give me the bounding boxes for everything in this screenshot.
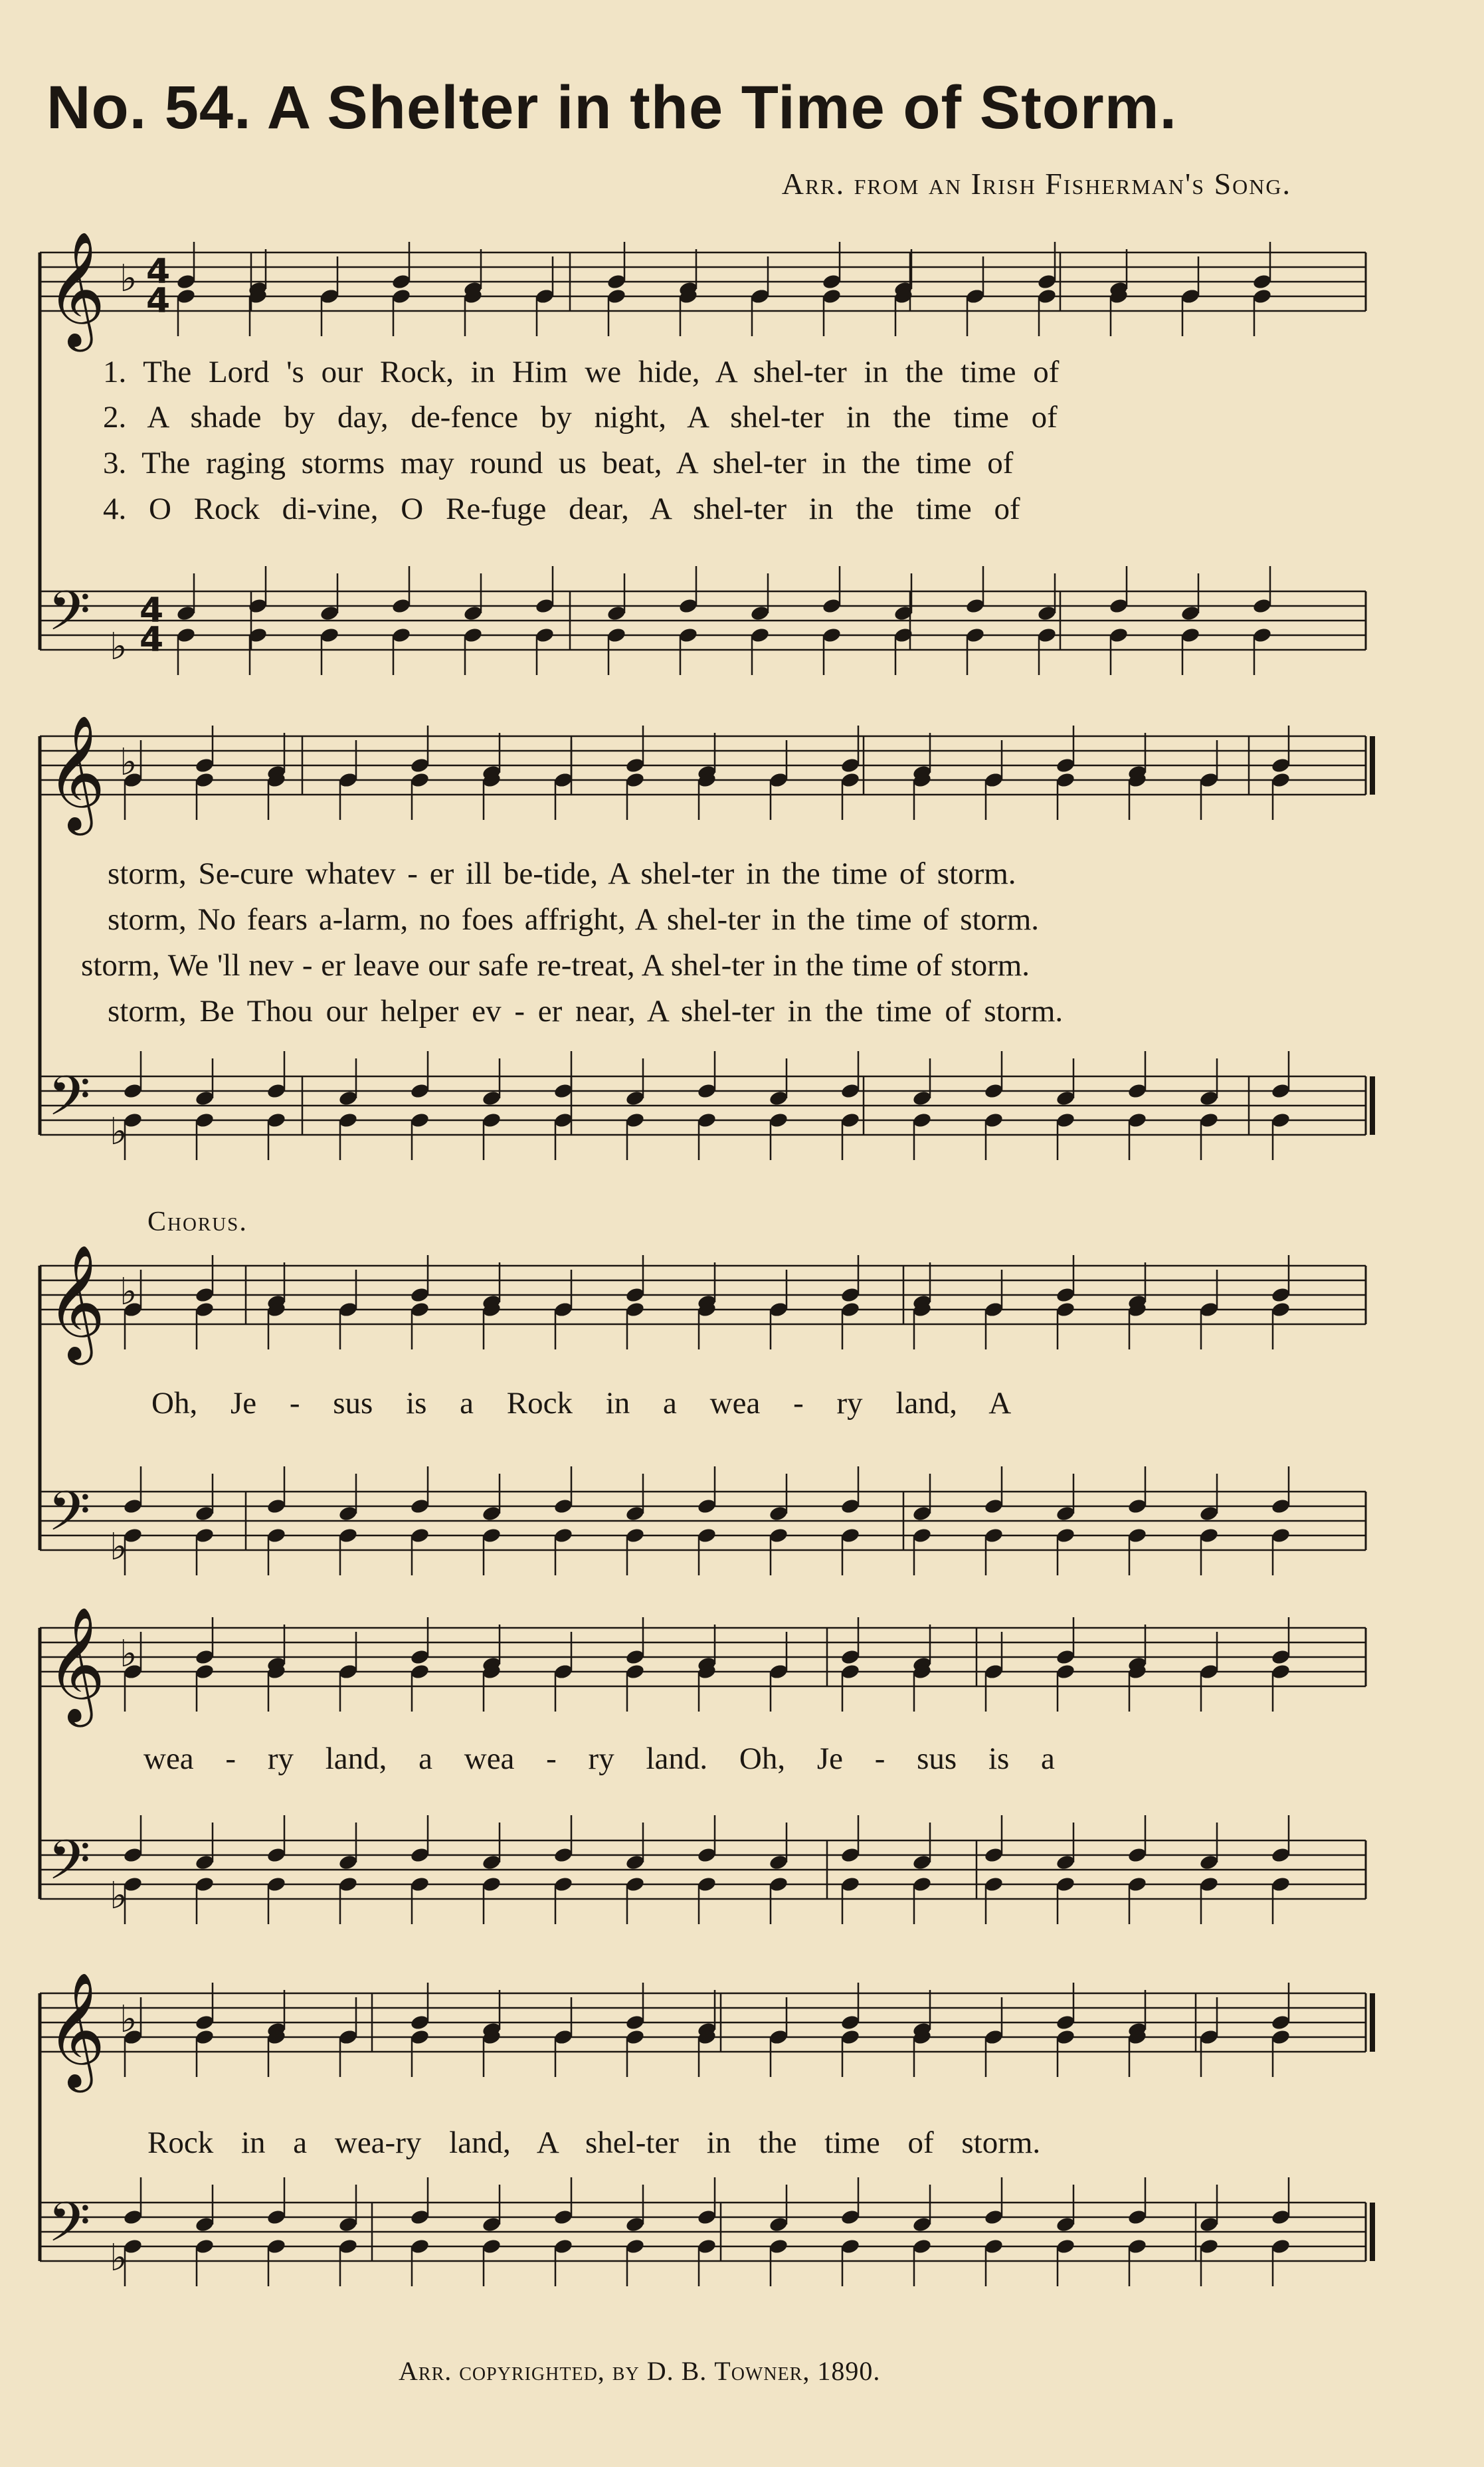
key-signature-flat: ♭ — [110, 1110, 128, 1153]
notehead — [984, 1663, 1004, 1680]
notehead — [482, 1854, 502, 1871]
hymn-title: No. 54. A Shelter in the Time of Storm. — [46, 74, 1178, 142]
notehead — [338, 771, 359, 789]
notehead — [410, 1498, 430, 1515]
notehead — [840, 1846, 861, 1864]
notehead — [553, 1876, 574, 1893]
notehead — [553, 771, 574, 789]
notehead — [984, 1846, 1004, 1864]
notehead — [338, 2216, 359, 2233]
notehead — [410, 757, 430, 774]
notehead — [678, 627, 699, 644]
notehead — [840, 1082, 861, 1100]
verse-4-line-2: storm, Be Thou our helper ev - er near, A shel-ter in the time of storm. — [108, 994, 1064, 1029]
notehead — [625, 1854, 646, 1871]
notehead — [338, 2028, 359, 2046]
notehead — [482, 1505, 502, 1522]
notehead — [410, 2028, 430, 2046]
notehead — [391, 627, 412, 644]
notehead — [1180, 605, 1201, 622]
notehead — [912, 1505, 933, 1522]
notehead — [769, 1876, 789, 1893]
notehead — [1252, 597, 1273, 615]
notehead — [410, 1648, 430, 1666]
chorus-line-2: wea - ry land, a wea - ry land. Oh, Je - sus is a — [143, 1741, 1055, 1776]
notehead — [606, 605, 627, 622]
notehead — [1056, 1112, 1076, 1129]
notehead — [1037, 605, 1058, 622]
notehead — [697, 1527, 717, 1544]
notehead — [1056, 1505, 1076, 1522]
notehead — [1199, 1876, 1220, 1893]
verse-1-line-2: storm, Se-cure whatev - er ill be-tide, A shel-ter in the time of storm. — [108, 856, 1016, 891]
notehead — [625, 1090, 646, 1107]
copyright-name: Towner, — [714, 2356, 810, 2386]
notehead — [1109, 597, 1129, 615]
notehead — [984, 1498, 1004, 1515]
notehead — [1056, 1663, 1076, 1680]
notehead — [822, 597, 842, 615]
notehead — [769, 2238, 789, 2255]
notehead — [984, 1876, 1004, 1893]
notehead — [1271, 2238, 1291, 2255]
notehead — [482, 2238, 502, 2255]
verse-4-line-1: 4. O Rock di-vine, O Re-fuge dear, A shel-ter in the time of — [103, 492, 1020, 526]
notehead — [1127, 1527, 1148, 1544]
notehead — [410, 2209, 430, 2226]
notehead — [984, 2028, 1004, 2046]
notehead — [338, 1854, 359, 1871]
notehead — [769, 1663, 789, 1680]
verse-1-line-1: 1. The Lord 's our Rock, in Him we hide, A shel-ter in the time of — [103, 355, 1060, 389]
notehead — [840, 1876, 861, 1893]
notehead — [912, 1876, 933, 1893]
notehead — [338, 1663, 359, 1680]
notehead — [1252, 288, 1273, 305]
notehead — [1199, 2216, 1220, 2233]
notehead — [840, 1663, 861, 1680]
notehead — [1127, 1082, 1148, 1100]
copyright-prefix: Arr. copyrighted, by D. B. — [399, 2356, 707, 2386]
notehead — [769, 1505, 789, 1522]
notehead — [1271, 1498, 1291, 1515]
notehead — [1056, 1301, 1076, 1318]
notehead — [553, 1663, 574, 1680]
notehead — [697, 1498, 717, 1515]
notehead — [195, 757, 215, 774]
notehead — [1037, 627, 1058, 644]
time-signature-digit: 4 — [146, 281, 171, 321]
treble-clef: 𝄞 — [46, 1972, 106, 2088]
notehead — [750, 605, 771, 622]
notehead — [266, 1498, 287, 1515]
notehead — [1127, 1112, 1148, 1129]
treble-clef: 𝄞 — [46, 1607, 106, 1722]
notehead — [123, 1082, 143, 1100]
notehead — [1271, 1663, 1291, 1680]
notehead — [1056, 771, 1076, 789]
notehead — [391, 597, 412, 615]
key-signature-flat: ♭ — [120, 1632, 138, 1676]
notehead — [1199, 1505, 1220, 1522]
notehead — [697, 2209, 717, 2226]
key-signature-flat: ♭ — [120, 741, 138, 784]
notehead — [1056, 757, 1076, 774]
notehead — [1037, 288, 1058, 305]
notehead — [822, 627, 842, 644]
bass-clef: 𝄢 — [48, 2190, 91, 2268]
notehead — [410, 1112, 430, 1129]
notehead — [840, 1527, 861, 1544]
notehead — [195, 2216, 215, 2233]
notehead — [625, 2238, 646, 2255]
notehead — [984, 1301, 1004, 1318]
notehead — [1271, 1286, 1291, 1304]
verse-2-line-2: storm, No fears a-larm, no foes affright, A shel-ter in the time of storm. — [108, 902, 1039, 937]
notehead — [840, 2014, 861, 2031]
chorus-line-3: Rock in a wea-ry land, A shel-ter in the time of storm. — [147, 2125, 1041, 2160]
notehead — [1252, 627, 1273, 644]
notehead — [984, 2238, 1004, 2255]
bass-clef: 𝄢 — [48, 579, 91, 656]
notehead — [123, 1498, 143, 1515]
notehead — [1199, 1854, 1220, 1871]
notehead — [176, 627, 197, 644]
notehead — [822, 288, 842, 305]
notehead — [123, 1846, 143, 1864]
notehead — [1056, 2238, 1076, 2255]
notehead — [606, 288, 627, 305]
notehead — [625, 1527, 646, 1544]
bass-clef: 𝄢 — [48, 1479, 91, 1557]
time-signature-digit: 4 — [139, 620, 164, 660]
notehead — [840, 2209, 861, 2226]
notehead — [1199, 1301, 1220, 1318]
notehead — [1180, 627, 1201, 644]
notehead — [606, 273, 627, 290]
bass-clef: 𝄢 — [48, 1828, 91, 1906]
notehead — [195, 1527, 215, 1544]
notehead — [266, 1876, 287, 1893]
notehead — [840, 1498, 861, 1515]
notehead — [1199, 1527, 1220, 1544]
verse-3-line-1: 3. The raging storms may round us beat, A shel-ter in the time of — [103, 446, 1014, 480]
notehead — [553, 1498, 574, 1515]
notehead — [266, 1082, 287, 1100]
notehead — [965, 627, 986, 644]
notehead — [410, 1082, 430, 1100]
notehead — [840, 1112, 861, 1129]
copyright-year: 1890. — [817, 2356, 881, 2386]
notehead — [912, 1112, 933, 1129]
notehead — [984, 1082, 1004, 1100]
key-signature-flat: ♭ — [110, 2236, 128, 2280]
notehead — [1271, 1301, 1291, 1318]
notehead — [195, 1505, 215, 1522]
verse-2-line-1: 2. A shade by day, de-fence by night, A shel-ter in the time of — [103, 400, 1058, 435]
notehead — [320, 605, 340, 622]
notehead — [195, 2014, 215, 2031]
key-signature-flat: ♭ — [120, 1270, 138, 1314]
notehead — [320, 288, 340, 305]
notehead — [266, 1846, 287, 1864]
notehead — [410, 1876, 430, 1893]
notehead — [625, 2216, 646, 2233]
key-signature-flat: ♭ — [110, 1526, 128, 1569]
notehead — [553, 1527, 574, 1544]
notehead — [625, 1112, 646, 1129]
notehead — [195, 1854, 215, 1871]
notehead — [1199, 2238, 1220, 2255]
notehead — [625, 1286, 646, 1304]
notehead — [266, 1112, 287, 1129]
notehead — [195, 1648, 215, 1666]
notehead — [535, 627, 555, 644]
notehead — [410, 1527, 430, 1544]
notehead — [984, 2209, 1004, 2226]
key-signature-flat: ♭ — [120, 257, 138, 300]
notehead — [266, 2209, 287, 2226]
treble-clef: 𝄞 — [46, 715, 106, 831]
notehead — [840, 2028, 861, 2046]
notehead — [769, 2028, 789, 2046]
verse-3-line-2: storm, We 'll nev - er leave our safe re-treat, A shel-ter in the time of storm. — [81, 948, 1030, 983]
notehead — [176, 288, 197, 305]
notehead — [965, 288, 986, 305]
notehead — [553, 2238, 574, 2255]
notehead — [625, 1505, 646, 1522]
notehead — [769, 1527, 789, 1544]
notehead — [266, 1527, 287, 1544]
notehead — [625, 757, 646, 774]
notehead — [391, 288, 412, 305]
notehead — [410, 1846, 430, 1864]
notehead — [338, 1090, 359, 1107]
notehead — [176, 605, 197, 622]
notehead — [912, 1527, 933, 1544]
notehead — [1056, 2014, 1076, 2031]
notehead — [410, 771, 430, 789]
notehead — [1127, 1876, 1148, 1893]
notehead — [750, 627, 771, 644]
notehead — [338, 1112, 359, 1129]
notehead — [984, 1112, 1004, 1129]
notehead — [769, 1301, 789, 1318]
notehead — [984, 1527, 1004, 1544]
notehead — [195, 1663, 215, 1680]
treble-clef: 𝄞 — [46, 231, 106, 347]
time-signature-digit: 4 — [139, 591, 164, 631]
notehead — [912, 1854, 933, 1871]
notehead — [195, 1876, 215, 1893]
notehead — [840, 757, 861, 774]
notehead — [338, 2238, 359, 2255]
notehead — [1271, 1527, 1291, 1544]
notehead — [625, 1301, 646, 1318]
notehead — [912, 2216, 933, 2233]
notehead — [606, 627, 627, 644]
notehead — [195, 1301, 215, 1318]
notehead — [678, 597, 699, 615]
key-signature-flat: ♭ — [120, 1998, 138, 2041]
notehead — [697, 1846, 717, 1864]
notehead — [1056, 1648, 1076, 1666]
notehead — [1271, 1846, 1291, 1864]
notehead — [535, 597, 555, 615]
notehead — [1271, 1876, 1291, 1893]
notehead — [965, 597, 986, 615]
key-signature-flat: ♭ — [110, 625, 128, 668]
notehead — [553, 1846, 574, 1864]
notehead — [482, 1090, 502, 1107]
notehead — [1127, 1498, 1148, 1515]
notehead — [769, 2216, 789, 2233]
notehead — [1271, 1082, 1291, 1100]
notehead — [1271, 2014, 1291, 2031]
notehead — [482, 1112, 502, 1129]
notehead — [535, 288, 555, 305]
notehead — [410, 1663, 430, 1680]
notehead — [1056, 1527, 1076, 1544]
notehead — [750, 288, 771, 305]
notehead — [840, 1648, 861, 1666]
notehead — [482, 1876, 502, 1893]
notehead — [697, 1112, 717, 1129]
treble-clef: 𝄞 — [46, 1244, 106, 1360]
notehead — [1199, 1112, 1220, 1129]
notehead — [410, 1286, 430, 1304]
key-signature-flat: ♭ — [110, 1874, 128, 1918]
notehead — [195, 1090, 215, 1107]
notehead — [1271, 1112, 1291, 1129]
notehead — [195, 1112, 215, 1129]
notehead — [769, 1090, 789, 1107]
notehead — [1199, 2028, 1220, 2046]
notehead — [1056, 1876, 1076, 1893]
notehead — [391, 273, 412, 290]
arrangement-source: Irish Fisherman's Song. — [971, 167, 1291, 201]
notehead — [463, 627, 484, 644]
notehead — [1199, 1663, 1220, 1680]
notehead — [840, 1301, 861, 1318]
notehead — [195, 2238, 215, 2255]
copyright-line — [399, 2355, 880, 2387]
time-signature-digit: 4 — [146, 252, 171, 292]
notehead — [338, 1527, 359, 1544]
notehead — [1271, 771, 1291, 789]
notehead — [1109, 627, 1129, 644]
notehead — [320, 627, 340, 644]
notehead — [625, 2028, 646, 2046]
notehead — [840, 771, 861, 789]
notehead — [195, 771, 215, 789]
chorus-label: Chorus. — [147, 1207, 248, 1237]
notehead — [769, 771, 789, 789]
notehead — [1127, 2209, 1148, 2226]
notehead — [1127, 1846, 1148, 1864]
notehead — [1180, 288, 1201, 305]
notehead — [625, 1648, 646, 1666]
chorus-line-1: Oh, Je - sus is a Rock in a wea - ry land, A — [151, 1386, 1012, 1421]
notehead — [1271, 1648, 1291, 1666]
notehead — [410, 2014, 430, 2031]
notehead — [195, 2028, 215, 2046]
notehead — [1271, 2028, 1291, 2046]
notehead — [553, 1301, 574, 1318]
notehead — [195, 1286, 215, 1304]
notehead — [1056, 1286, 1076, 1304]
notehead — [410, 1301, 430, 1318]
notehead — [625, 2014, 646, 2031]
notehead — [1271, 2209, 1291, 2226]
notehead — [1271, 757, 1291, 774]
notehead — [1252, 273, 1273, 290]
notehead — [1056, 1854, 1076, 1871]
bass-clef: 𝄢 — [48, 1064, 91, 1141]
notehead — [822, 273, 842, 290]
notehead — [553, 1082, 574, 1100]
notehead — [625, 1663, 646, 1680]
notehead — [697, 2238, 717, 2255]
notehead — [410, 2238, 430, 2255]
notehead — [1056, 1090, 1076, 1107]
notehead — [912, 1090, 933, 1107]
notehead — [1056, 2028, 1076, 2046]
notehead — [625, 1876, 646, 1893]
notehead — [338, 1505, 359, 1522]
notehead — [697, 1876, 717, 1893]
notehead — [1199, 771, 1220, 789]
notehead — [1199, 1090, 1220, 1107]
notehead — [482, 1527, 502, 1544]
notehead — [840, 1286, 861, 1304]
notehead — [338, 1301, 359, 1318]
notehead — [553, 2209, 574, 2226]
notehead — [984, 771, 1004, 789]
notehead — [482, 2216, 502, 2233]
notehead — [769, 1854, 789, 1871]
notehead — [769, 1112, 789, 1129]
notehead — [1037, 273, 1058, 290]
arrangement-prefix: Arr. from an — [781, 167, 963, 201]
notehead — [912, 2238, 933, 2255]
notehead — [625, 771, 646, 789]
notehead — [1127, 2238, 1148, 2255]
notehead — [123, 2209, 143, 2226]
notehead — [840, 2238, 861, 2255]
notehead — [553, 2028, 574, 2046]
notehead — [463, 605, 484, 622]
notehead — [176, 273, 197, 290]
notehead — [697, 1082, 717, 1100]
notehead — [553, 1112, 574, 1129]
notehead — [1056, 2216, 1076, 2233]
notehead — [338, 1876, 359, 1893]
notehead — [266, 2238, 287, 2255]
